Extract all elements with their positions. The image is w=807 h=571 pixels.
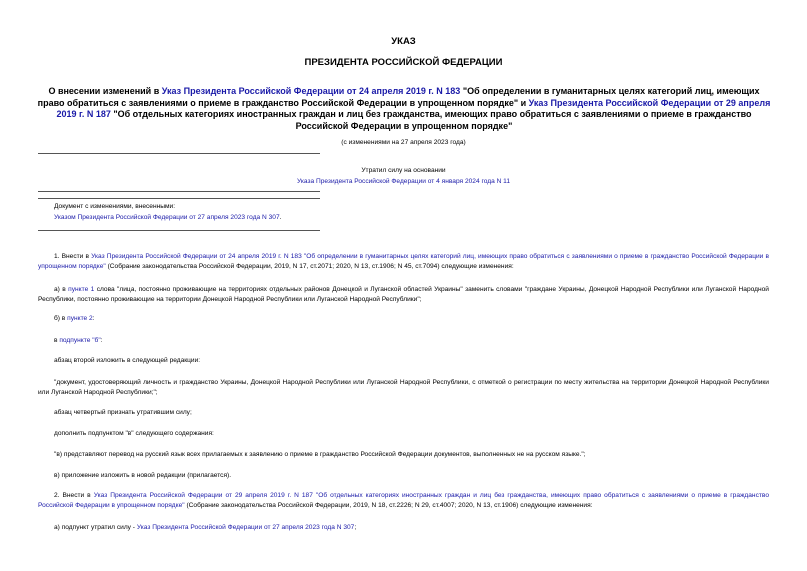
divider <box>38 191 320 192</box>
paragraph-subpoint-b: в подпункте "б": <box>54 337 103 344</box>
divider <box>38 198 320 199</box>
lost-force-link[interactable]: Указа Президента Российской Федерации от 4 января 2024 года N 11 <box>296 178 511 185</box>
amended-by-link[interactable]: Указом Президента Российской Федерации от 27 апреля 2023 года N 307 <box>54 214 280 221</box>
paragraph-abz2: абзац второй изложить в следующей редакции: <box>54 357 201 364</box>
divider <box>38 230 320 231</box>
paragraph-appendix: в) приложение изложить в новой редакции (прилагается). <box>54 472 232 479</box>
changes-note: (с изменениями на 27 апреля 2023 года) <box>341 139 466 146</box>
subject-prefix: О внесении изменений в <box>48 86 162 96</box>
document-title: УКАЗ <box>391 36 416 47</box>
amended-by: Указом Президента Российской Федерации от 27 апреля 2023 года N 307. <box>54 214 282 221</box>
paragraph-1: 1. Внести в Указ Президента Российской Федерации от 24 апреля 2019 г. N 183 "Об определении в гуманитарных целях категорий лиц, имеющих право обратиться с заявлениями о приеме в гражданство Российской Федерации в упрощенном порядке" (Собрание законодательства Российской Федерации, 2019, N 17, ст.2071; 2020, N 13, ст.1906; N 45, ст.7094) следующие изменения: <box>38 253 769 270</box>
paragraph-2a: а) подпункт утратил силу - Указ Президента Российской Федерации от 27 апреля 2023 года N 307; <box>54 524 357 531</box>
amended-by-label: Документ с изменениями, внесенными: <box>54 203 176 210</box>
paragraph-1b: б) в пункте 2: <box>54 315 95 322</box>
paragraph-2: 2. Внести в Указ Президента Российской Федерации от 29 апреля 2019 г. N 187 "Об отдельных категориях иностранных граждан и лиц без гражданства, имеющих право обратиться с заявлениями о приеме в гражданство Российской Федерации в упрощенном порядке" (Собрание законодательства Российской Федерации, 2019, N 18, ст.2226; N 29, ст.4007; 2020, N 13, ст.1906) следующие изменения: <box>38 492 769 509</box>
link-decree-187[interactable]: Указ Президента Российской Федерации от 29 апреля 2019 г. N 187 "Об отдельных категориях иностранных граждан и лиц без гражданства, имеющих право обратиться с заявлениями о приеме в гражданство Российской Федерации в упрощенном порядке" <box>38 492 769 509</box>
link-decree-183[interactable]: Указ Президента Российской Федерации от 24 апреля 2019 г. N 183 "Об определении в гуманитарных целях категорий лиц, имеющих право обратиться с заявлениями о приеме в гражданство Российской Федерации в упрощенном порядке" <box>38 253 769 270</box>
subject-link-decree-187[interactable]: Указ Президента Российской Федерации от 29 апреля 2019 г. N 187 <box>56 97 771 119</box>
document-subject <box>36 86 772 132</box>
paragraph-abz4: абзац четвертый признать утратившим силу; <box>54 409 192 416</box>
divider <box>38 153 320 154</box>
subject-suffix: "Об отдельных категориях иностранных граждан и лиц без гражданства, имеющих право обратиться с заявлениями о приеме в гражданство Российской Федерации в упрощенном порядке" <box>110 109 752 131</box>
link-point-2[interactable]: пункте 2 <box>67 315 93 322</box>
paragraph-add: дополнить подпунктом "в" следующего содержания: <box>54 430 214 437</box>
subject-middle: "Об определении в гуманитарных целях категорий лиц, имеющих право обратиться с заявлениями о приеме в гражданство Российской Федерации в упрощенном порядке" и <box>37 86 760 108</box>
link-point-1[interactable]: пункте 1 <box>68 286 95 293</box>
lost-force-label: Утратил силу на основании <box>361 167 446 174</box>
paragraph-1a: а) в пункте 1 слова "лица, постоянно проживающие на территориях отдельных районов Донецкой и Луганской областей Украины" заменить словами "граждане Украины, Донецкой Народной Республики или Луганской Народной Республики, постоянно проживающие на территории Донецкой Народной Республики или Луганской Народной Республики"; <box>38 286 769 303</box>
paragraph-quote-1: "документ, удостоверяющий личность и гражданство Украины, Донецкой Народной Республики или Луганской Народной Республики, с отметкой о регистрации по месту жительства на территории Донецкой Народной Республики или Луганской Народной Республики;"; <box>38 379 769 396</box>
subject-link-decree-183[interactable]: Указ Президента Российской Федерации от 24 апреля 2019 г. N 183 <box>161 86 461 96</box>
paragraph-quote-2: "в) представляют перевод на русский язык всех прилагаемых к заявлению о приеме в гражданство Российской Федерации документов, выполненных не на русском языке."; <box>54 451 586 458</box>
link-decree-307[interactable]: Указ Президента Российской Федерации от 27 апреля 2023 года N 307 <box>136 524 355 531</box>
link-subpoint-b[interactable]: подпункте "б" <box>59 337 101 344</box>
document-subtitle: ПРЕЗИДЕНТА РОССИЙСКОЙ ФЕДЕРАЦИИ <box>304 57 503 68</box>
